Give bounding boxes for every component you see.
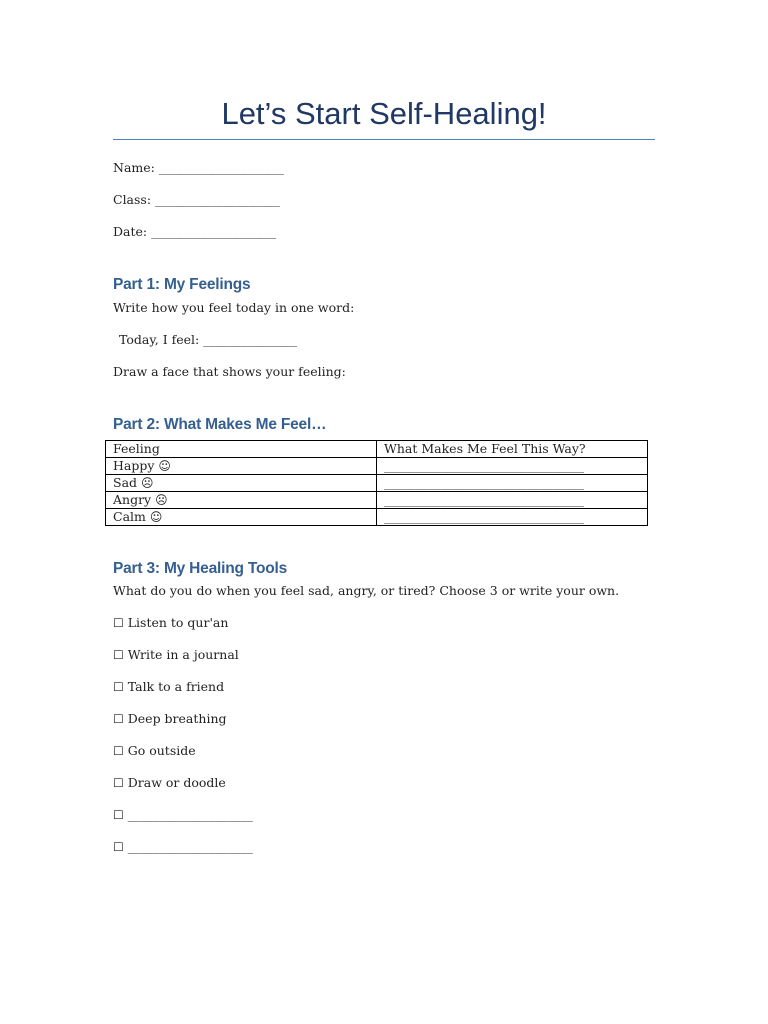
healing-tool-option (113, 679, 224, 695)
option-label: Deep breathing (127, 711, 227, 726)
feeling-cell (106, 492, 377, 509)
answer-blank[interactable]: ________________________________ (377, 509, 648, 526)
part1-instruction: Write how you feel today in one word: (113, 300, 355, 315)
name-field: Name: ____________________ (113, 160, 284, 175)
smile-icon: ☺ (158, 459, 171, 473)
answer-blank[interactable]: ________________________________ (377, 492, 648, 509)
healing-tool-option (113, 711, 227, 727)
checkbox-icon[interactable]: ☐ (113, 616, 124, 630)
healing-tool-option (113, 615, 228, 631)
feeling-label: Happy (113, 458, 155, 473)
checkbox-icon[interactable]: ☐ (113, 680, 124, 694)
healing-tool-option (113, 647, 239, 663)
part3-instruction: What do you do when you feel sad, angry, or tired? Choose 3 or write your own. (113, 583, 620, 598)
option-label: Talk to a friend (127, 679, 225, 694)
table-header-row (106, 441, 648, 458)
feeling-cell (106, 458, 377, 475)
checkbox-icon[interactable]: ☐ (113, 840, 124, 854)
answer-blank[interactable]: ________________________________ (377, 475, 648, 492)
option-label: ____________________ (127, 839, 253, 854)
healing-tool-option (113, 743, 196, 759)
checkbox-icon[interactable]: ☐ (113, 712, 124, 726)
feelings-table (105, 440, 648, 526)
option-label: Write in a journal (127, 647, 239, 662)
healing-tool-option (113, 775, 226, 791)
checkbox-icon[interactable]: ☐ (113, 808, 124, 822)
draw-face-instruction: Draw a face that shows your feeling: (113, 364, 346, 379)
frown-icon: ☹ (141, 476, 154, 490)
feeling-cell (106, 475, 377, 492)
feeling-label: Angry (113, 492, 152, 507)
healing-tool-option (113, 839, 253, 855)
table-row (106, 475, 648, 492)
header-feeling: Feeling (106, 441, 377, 458)
table-row (106, 492, 648, 509)
checkbox-icon[interactable]: ☐ (113, 744, 124, 758)
answer-blank[interactable]: ________________________________ (377, 458, 648, 475)
option-label: Listen to qur'an (127, 615, 229, 630)
smile-icon: ☺ (149, 510, 163, 524)
today-feel-field: Today, I feel: _______________ (119, 332, 297, 347)
option-label: Draw or doodle (127, 775, 226, 790)
option-label: ____________________ (127, 807, 253, 822)
title-underline (113, 139, 655, 140)
class-field: Class: ____________________ (113, 192, 281, 207)
healing-tool-option (113, 807, 253, 823)
part1-heading: Part 1: My Feelings (113, 276, 251, 293)
angry-face-icon: ☹ (155, 493, 168, 507)
checkbox-icon[interactable]: ☐ (113, 776, 124, 790)
option-label: Go outside (127, 743, 196, 758)
part3-heading: Part 3: My Healing Tools (113, 560, 288, 577)
date-field: Date: ____________________ (113, 224, 277, 239)
table-row (106, 458, 648, 475)
checkbox-icon[interactable]: ☐ (113, 648, 124, 662)
table-row (106, 509, 648, 526)
feeling-cell (106, 509, 377, 526)
feeling-label: Calm (113, 509, 146, 524)
part2-heading: Part 2: What Makes Me Feel… (113, 416, 327, 433)
page-title: Let’s Start Self-Healing! (221, 96, 547, 131)
feeling-label: Sad (113, 475, 138, 490)
header-reason: What Makes Me Feel This Way? (377, 441, 648, 458)
